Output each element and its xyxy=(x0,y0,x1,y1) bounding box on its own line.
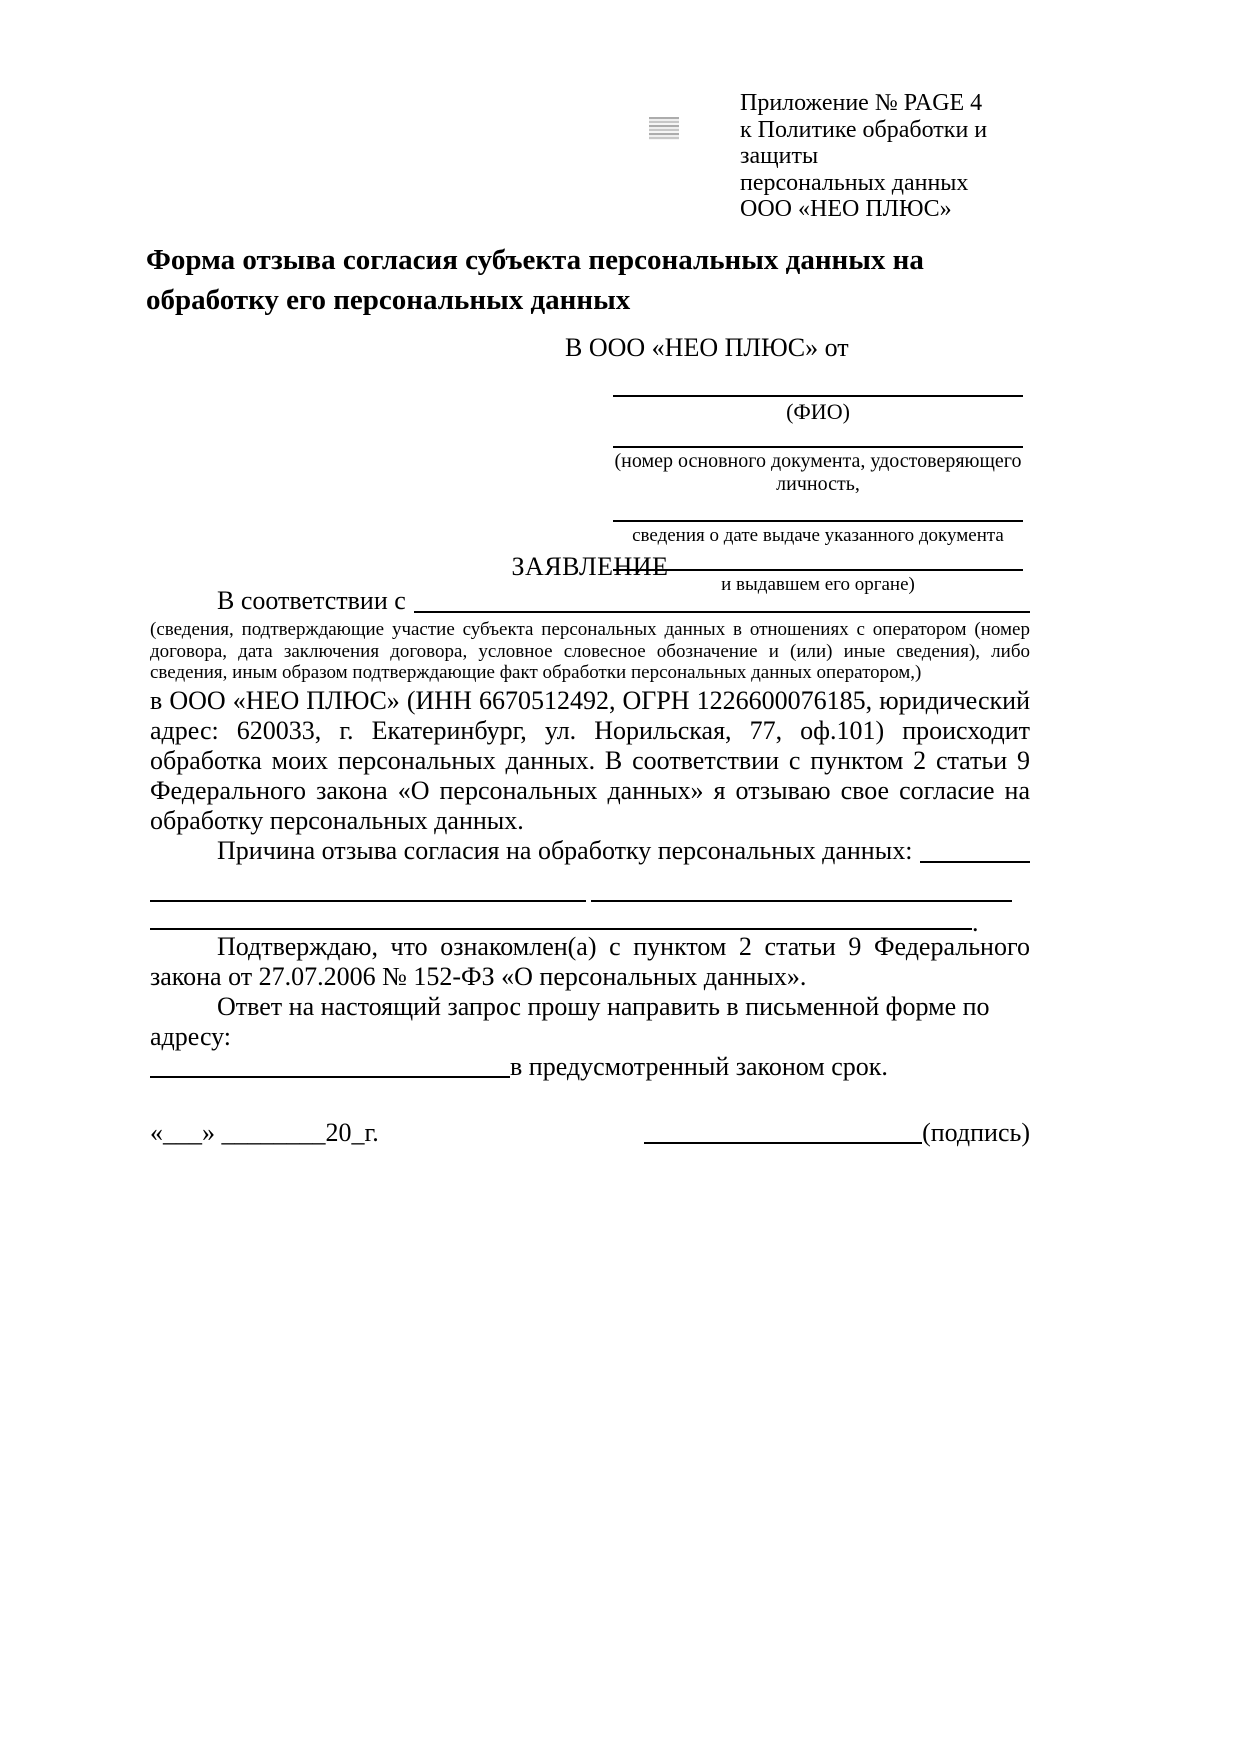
reply-request-line: Ответ на настоящий запрос прошу направить в письменной форме по адресу: xyxy=(150,991,990,1051)
basis-blank-field xyxy=(414,586,1030,613)
reply-suffix-text: в предусмотренный законом срок. xyxy=(510,1051,888,1081)
reason-blank-line-2 xyxy=(150,907,1030,937)
line-end-period: . xyxy=(972,907,979,937)
appendix-header-line: персональных данных xyxy=(740,169,969,196)
appendix-header-line: ООО «НЕО ПЛЮС» xyxy=(740,196,952,222)
intro-prefix-text: В соответствии с xyxy=(217,586,406,615)
address-blank-field xyxy=(150,1052,510,1078)
intro-line xyxy=(150,586,1030,616)
blank-segment xyxy=(150,916,972,930)
signature-group xyxy=(644,1118,1030,1148)
document-number-field-label: (номер основного документа, удостоверяющего личность, xyxy=(614,450,1022,495)
reason-blank-field xyxy=(920,836,1030,863)
signature-label: (подпись) xyxy=(922,1118,1030,1147)
statement-body xyxy=(150,586,1030,1082)
document-number-blank-field xyxy=(613,425,1023,448)
appendix-header-line: Приложение № PAGE 4 xyxy=(740,90,983,116)
issue-date-field-label: сведения о дате выдаче указанного документа xyxy=(632,525,1004,546)
reply-address-line xyxy=(150,1052,1030,1082)
fio-field-label: (ФИО) xyxy=(786,399,850,424)
statement-heading: ЗАЯВЛЕНИЕ xyxy=(511,552,669,581)
reason-prefix-text: Причина отзыва согласия на обработку персональных данных: xyxy=(217,835,913,865)
reason-line xyxy=(150,836,1030,866)
issuing-authority-field-label: и выдавшем его органе) xyxy=(721,574,915,595)
appendix-header-line: к Политике обработки и защиты xyxy=(740,116,988,169)
fio-blank-field xyxy=(613,369,1023,397)
signature-blank-field xyxy=(644,1118,922,1144)
issue-date-blank-field xyxy=(613,496,1023,522)
blank-segment xyxy=(591,888,1012,902)
basis-footnote-text: (сведения, подтверждающие участие субъекта персональных данных в отношениях с оператором (номер договора, дата заключения договора, условное словесное обозначение и (или) иные сведения), либо сведения, иным образом подтверждающие факт обработки персональных данных оператором,) xyxy=(150,619,1030,683)
blank-segment xyxy=(150,888,586,902)
appendix-header xyxy=(740,90,1070,223)
confirmation-paragraph: Подтверждаю, что ознакомлен(а) с пунктом 2 статьи 9 Федерального закона от 27.07.2006 № 152-ФЗ «О персональных данных». xyxy=(150,931,1030,991)
date-blank-text: «___» ________20_г. xyxy=(150,1118,379,1147)
document-title: Форма отзыва согласия субъекта персональных данных на обработку его персональных данных xyxy=(146,244,924,316)
footer-row xyxy=(150,1118,1030,1148)
reason-blank-line-1 xyxy=(150,888,1030,902)
blurred-marker-image xyxy=(649,117,679,140)
addressee-to-line: В ООО «НЕО ПЛЮС» от xyxy=(565,333,849,362)
main-paragraph: в ООО «НЕО ПЛЮС» (ИНН 6670512492, ОГРН 1226600076185, юридический адрес: 620033, г. Екатеринбург, ул. Норильская, 77, оф.101) происходит обработка моих персональных данных. В соответствии с пунктом 2 статьи 9 Федерального закона «О персональных данных» я отзываю свое согласие на обработку персональных данных. xyxy=(150,685,1030,835)
